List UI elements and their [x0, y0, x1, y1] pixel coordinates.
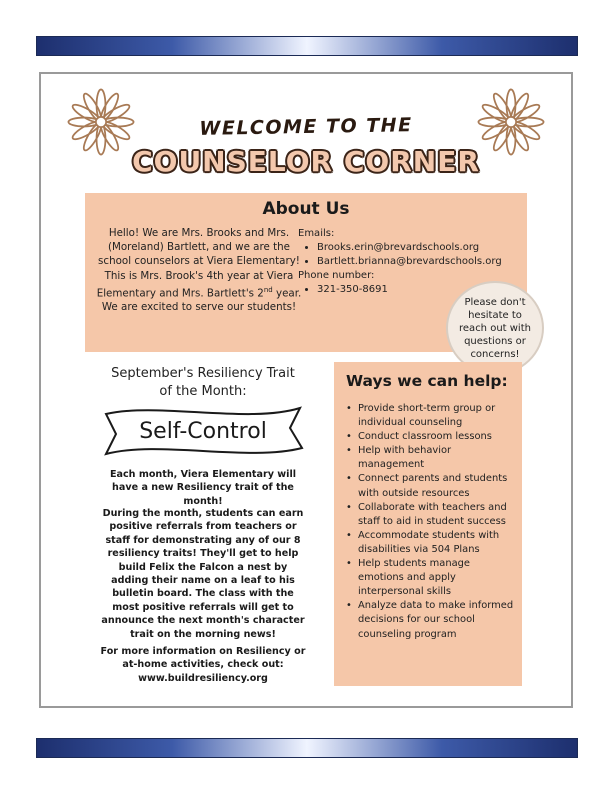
welcome-heading: WELCOME TO THE	[199, 114, 413, 140]
list-item: • Provide short-term group or individual counseling	[346, 402, 518, 430]
resiliency-info-text: For more information on Resiliency or at-home activities, check out: www.buildresiliency.org	[100, 646, 306, 684]
email-link-brooks[interactable]: • Brooks.erin@brevardschools.org	[317, 241, 528, 255]
bottom-decorative-band	[36, 738, 578, 758]
ways-we-can-help-section	[334, 362, 522, 686]
top-decorative-band	[36, 36, 578, 56]
phone-number: • 321-350-8691	[317, 283, 528, 297]
help-list	[346, 402, 518, 642]
about-us-intro: Hello! We are Mrs. Brooks and Mrs. (Moreland) Bartlett, and we are the school counselors at Viera Elementary! This is Mrs. Brook's 4th year at Viera Elementary and Mrs. Bartlett's 2nd year. We are excited to serve our students!	[96, 227, 302, 314]
email-link-bartlett[interactable]: • Bartlett.brianna@brevardschools.org	[317, 255, 528, 269]
list-item: • Help with behavior management	[346, 444, 518, 472]
page-title: COUNSELOR CORNER	[132, 145, 480, 178]
trait-intro-text: Each month, Viera Elementary will have a new Resiliency trait of the month!	[109, 469, 297, 507]
trait-details-text: During the month, students can earn positive referrals from teachers or staff for demonstrating any of our 8 resiliency traits! They'll get to help build Felix the Falcon a nest by adding their name on a leaf to his bulletin board. The class with the most positive referrals will get to announce the next month's character trait on the morning news!	[101, 508, 305, 640]
ways-heading: Ways we can help:	[346, 372, 508, 390]
trait-name: Self-Control	[139, 419, 267, 444]
phone-label: Phone number:	[298, 270, 375, 281]
list-item: • Collaborate with teachers and staff to aid in student success	[346, 501, 518, 529]
list-item: • Accommodate students with disabilities via 504 Plans	[346, 529, 518, 557]
emails-label: Emails:	[298, 228, 335, 239]
list-item: • Help students manage emotions and apply interpersonal skills	[346, 557, 518, 599]
list-item: • Connect parents and students with outside resources	[346, 472, 518, 500]
reach-out-bubble: Please don't hesitate to reach out with questions or concerns!	[446, 281, 544, 375]
trait-of-month-heading: September's Resiliency Trait of the Month:	[111, 366, 295, 399]
email-list	[298, 241, 528, 269]
list-item: • Conduct classroom lessons	[346, 430, 518, 444]
list-item: • Analyze data to make informed decisions for our school counseling program	[346, 599, 518, 641]
about-us-heading: About Us	[262, 199, 350, 219]
